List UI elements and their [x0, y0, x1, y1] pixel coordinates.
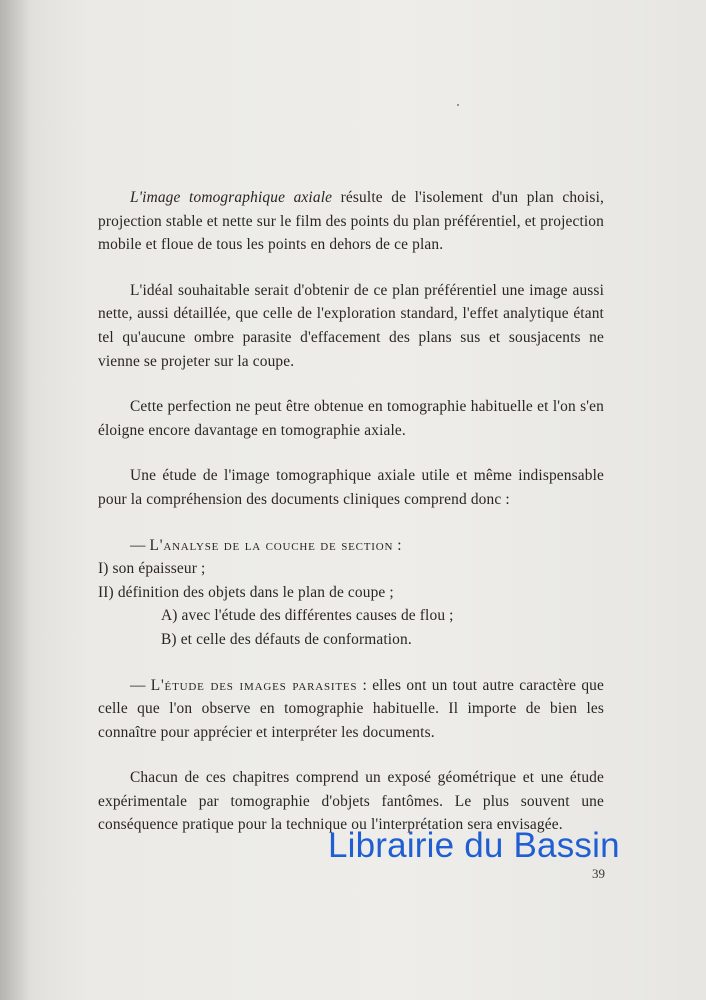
paragraph-2: L'idéal souhaitable serait d'obtenir de ce plan préférentiel une image aussi nette, aussi détaillée, que celle de l'exploration standard, l'effet analytique étant tel qu'aucune ombre parasite d'effacement des plans sus et sousjacents ne vienne se projeter sur la coupe. — [98, 281, 604, 370]
paragraph-4: Une étude de l'image tomographique axiale utile et même indispensable pour la compréhension des documents cliniques comprend donc : — [98, 467, 604, 508]
list-item-2b: B) et celle des défauts de conformation. — [161, 630, 412, 648]
paragraph-6: Chacun de ces chapitres comprend un exposé géométrique et une étude expérimentale par tomographie d'objets fantômes. Le plus souvent une conséquence pratique pour la technique ou l'interprétation sera envisagée. — [98, 769, 604, 834]
list-heading-text: L'analyse de la couche de section — [149, 536, 394, 554]
page-number: 39 — [592, 866, 605, 881]
italic-term: L'image tomographique axiale — [130, 189, 333, 206]
watermark-text: Librairie du Bassin — [328, 826, 620, 865]
list-heading — [98, 534, 604, 558]
list-dash: — — [130, 536, 150, 554]
paragraph-5 — [98, 674, 604, 745]
paragraph-5-text: : elles ont un tout autre caractère que celle que l'on observe en tomographie habituelle. Il importe de bien les connaître pour apprécier et interpréter les documents. — [98, 676, 604, 741]
list-item-2a: A) avec l'étude des différentes causes de flou ; — [161, 607, 454, 625]
page-gutter-shadow — [0, 0, 30, 1000]
paragraph-5-dash: — — [130, 676, 151, 694]
list-item-1: I) son épaisseur ; — [98, 560, 206, 578]
outline-list — [98, 534, 604, 652]
paragraph-1-text: résulte de l'isolement d'un plan choisi, projection stable et nette sur le film des points du plan préférentiel, et projection mobile et floue de tous les points en dehors de ce plan. — [98, 189, 604, 254]
ink-speck — [457, 104, 459, 106]
paragraph-5-heading: L'étude des images parasites — [150, 676, 358, 694]
list-heading-suffix: : — [393, 536, 402, 554]
body-text — [98, 186, 604, 859]
list-item-2: II) définition des objets dans le plan de coupe ; — [98, 583, 394, 601]
paragraph-1 — [98, 186, 604, 257]
paragraph-3: Cette perfection ne peut être obtenue en tomographie habituelle et l'on s'en éloigne encore davantage en tomographie axiale. — [98, 398, 604, 439]
